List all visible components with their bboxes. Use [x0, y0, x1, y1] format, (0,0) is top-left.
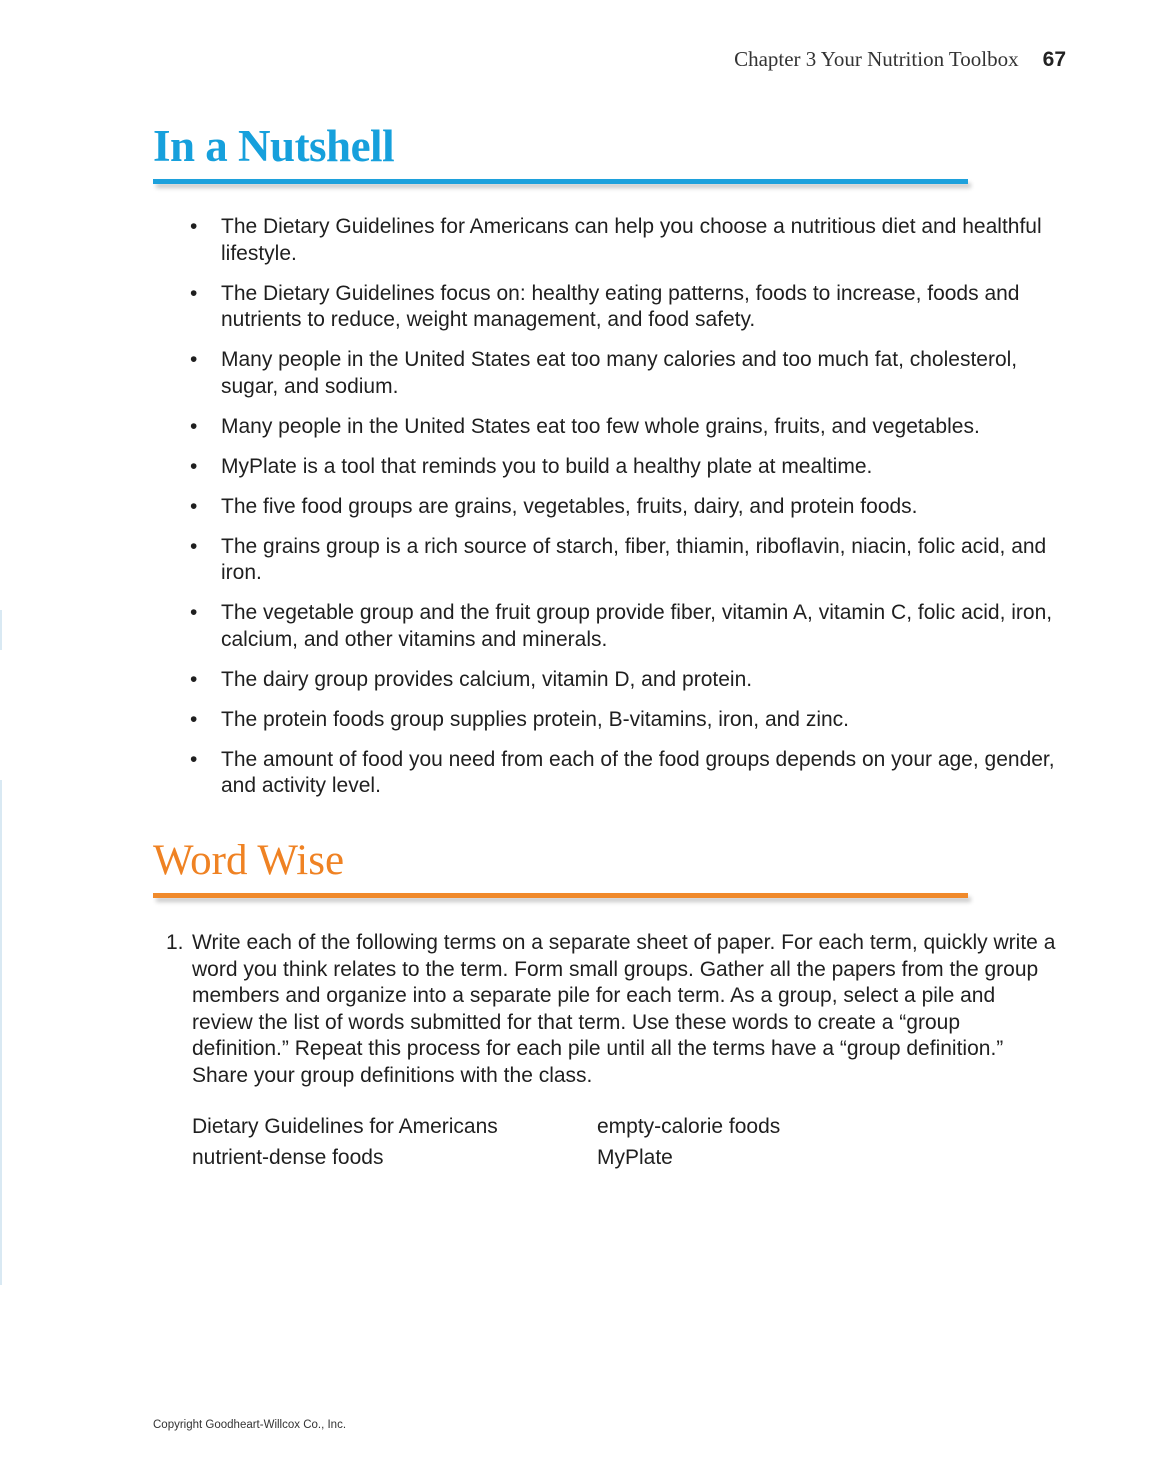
section-divider	[153, 179, 968, 184]
bullet-glyph: •	[190, 281, 198, 305]
list-item	[190, 454, 1070, 481]
page-edge-mark	[0, 780, 2, 1285]
list-item	[190, 347, 1070, 400]
bullet-text: The five food groups are grains, vegetables, fruits, dairy, and protein foods.	[221, 494, 918, 518]
copyright-footer: Copyright Goodheart-Willcox Co., Inc.	[153, 1419, 347, 1431]
bullet-glyph: •	[190, 667, 198, 691]
bullet-glyph: •	[190, 494, 198, 518]
bullet-glyph: •	[190, 348, 198, 371]
bullet-glyph: •	[190, 534, 198, 558]
bullet-glyph: •	[190, 601, 198, 624]
list-item	[190, 667, 1070, 694]
page-edge-mark	[0, 610, 2, 650]
list-item	[190, 281, 1070, 334]
term: empty-calorie foods	[597, 1115, 781, 1138]
question-number: 1.	[166, 931, 184, 954]
bullet-text: The Dietary Guidelines focus on: healthy eating patterns, foods to increase, foods and nutrients to reduce, weight management, and food safety.	[221, 281, 1020, 331]
bullet-glyph: •	[190, 215, 198, 238]
term: nutrient-dense foods	[192, 1145, 384, 1169]
question-item	[166, 930, 1056, 1089]
section-title-in-a-nutshell: In a Nutshell	[153, 121, 395, 171]
question-text: Write each of the following terms on a separate sheet of paper. For each term, quickly write a word you think relates to the term. Form small groups. Gather all the papers from the group members and organize into a separate pile for each term. As a group, select a pile and review the list of words submitted for that term. Use these words to create a “group definition.” Repeat this process for each pile until all the terms have a “group definition.” Share your group definitions with the class.	[192, 931, 1056, 1087]
bullet-text: The grains group is a rich source of starch, fiber, thiamin, riboflavin, niacin, folic acid, and iron.	[221, 534, 1047, 584]
bullet-glyph: •	[190, 414, 198, 438]
bullet-text: The vegetable group and the fruit group provide fiber, vitamin A, vitamin C, folic acid, iron, calcium, and other vitamins and minerals.	[221, 601, 1053, 651]
bullet-glyph: •	[190, 747, 198, 771]
bullet-text: The Dietary Guidelines for Americans can help you choose a nutritious diet and healthful lifestyle.	[221, 215, 1042, 265]
term-list	[192, 1113, 897, 1171]
bullet-text: MyPlate is a tool that reminds you to build a healthy plate at mealtime.	[221, 454, 873, 478]
running-head	[734, 47, 1066, 72]
list-item	[190, 494, 1070, 521]
bullet-text: The dairy group provides calcium, vitamin D, and protein.	[221, 667, 753, 691]
list-item	[190, 214, 1070, 267]
term: Dietary Guidelines for Americans	[192, 1115, 498, 1138]
page-number: 67	[1042, 48, 1066, 71]
bullet-text: The amount of food you need from each of the food groups depends on your age, gender, and activity level.	[221, 747, 1055, 797]
bullet-text: Many people in the United States eat too many calories and too much fat, cholesterol, sugar, and sodium.	[221, 348, 1018, 398]
bullet-glyph: •	[190, 707, 198, 731]
bullet-glyph: •	[190, 454, 198, 478]
section-title-word-wise: Word Wise	[153, 837, 345, 884]
term: MyPlate	[597, 1145, 673, 1169]
list-item	[190, 600, 1070, 653]
section-divider	[153, 893, 968, 898]
bullet-text: Many people in the United States eat too few whole grains, fruits, and vegetables.	[221, 414, 980, 438]
bullet-text: The protein foods group supplies protein, B-vitamins, iron, and zinc.	[221, 707, 850, 731]
list-item	[190, 414, 1070, 441]
list-item	[190, 534, 1070, 587]
list-item	[190, 707, 1070, 734]
list-item	[190, 747, 1070, 800]
chapter-title: Chapter 3 Your Nutrition Toolbox	[734, 47, 1019, 71]
nutshell-bullet-list	[190, 214, 1070, 813]
